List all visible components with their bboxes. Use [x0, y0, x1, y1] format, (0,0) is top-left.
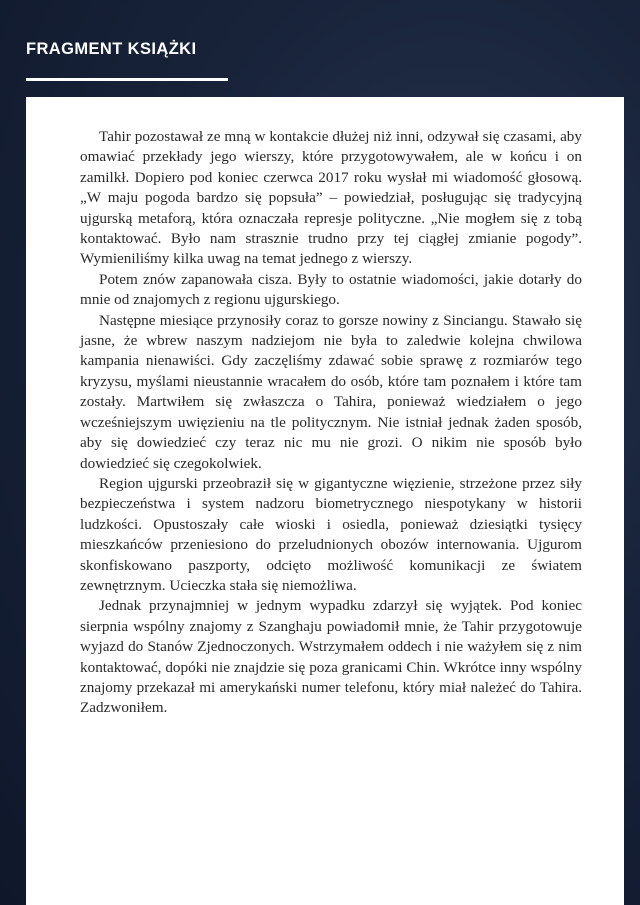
excerpt-panel — [26, 97, 624, 905]
excerpt-text — [80, 127, 582, 719]
title-underline — [26, 78, 228, 81]
paragraph: Potem znów zapanowała cisza. Były to ostatnie wiadomości, jakie dotarły do mnie od znajomych z regionu ujgurskiego. — [80, 270, 582, 309]
paragraph: Następne miesiące przynosiły coraz to gorsze nowiny z Sinciangu. Stawało się jasne, że wbrew naszym nadziejom nie była to zaledwie kolejna chwilowa kampania nienawiści. Gdy zaczęliśmy zdawać sobie sprawę z rozmiarów tego kryzysu, myślami nieustannie wracałem do osób, które tam poznałem i które tam zostały. Martwiłem się zwłaszcza o Tahira, ponieważ wiedziałem o jego wcześniejszym uwięzieniu na tle politycznym. Nie istniał jednak żaden sposób, aby się dowiedzieć czy teraz nic mu nie grozi. O nikim nie sposób było dowiedzieć się czegokolwiek. — [80, 311, 582, 472]
paragraph: Tahir pozostawał ze mną w kontakcie dłużej niż inni, odzywał się czasami, aby omawiać przekłady jego wierszy, które przygotowywałem, ale w końcu i on zamilkł. Dopiero pod koniec czerwca 2017 roku wysłał mi wiadomość głosową. „W maju pogoda bardzo się popsuła” – powiedział, posługując się tradycyjną ujgurską metaforą, która oznaczała represje polityczne. „Nie mogłem się z tobą kontaktować. Było nam strasznie trudno przy tej ciągłej zmianie pogody”. Wymieniliśmy kilka uwag na temat jednego z wierszy. — [80, 128, 582, 268]
paragraph: Jednak przynajmniej w jednym wypadku zdarzył się wyjątek. Pod koniec sierpnia wspólny znajomy z Szanghaju powiadomił mnie, że Tahir przygotowuje wyjazd do Stanów Zjednoczonych. Wstrzymałem oddech i nie ważyłem się z nim kontaktować, dopóki nie znajdzie się poza granicami Chin. Wkrótce inny wspólny znajomy przekazał mi amerykański numer telefonu, który miał należeć do Tahira. Zadzwoniłem. — [80, 597, 582, 717]
section-title: FRAGMENT KSIĄŻKI — [26, 40, 197, 58]
paragraph: Region ujgurski przeobraził się w gigantyczne więzienie, strzeżone przez siły bezpieczeństwa i system nadzoru biometrycznego niespotykany w historii ludzkości. Opustoszały całe wioski i osiedla, ponieważ dziesiątki tysięcy mieszkańców przeniesiono do przeludnionych obozów internowania. Ujgurom skonfiskowano paszporty, odcięto możliwość komunikacji ze światem zewnętrznym. Ucieczka stała się niemożliwa. — [80, 474, 582, 594]
